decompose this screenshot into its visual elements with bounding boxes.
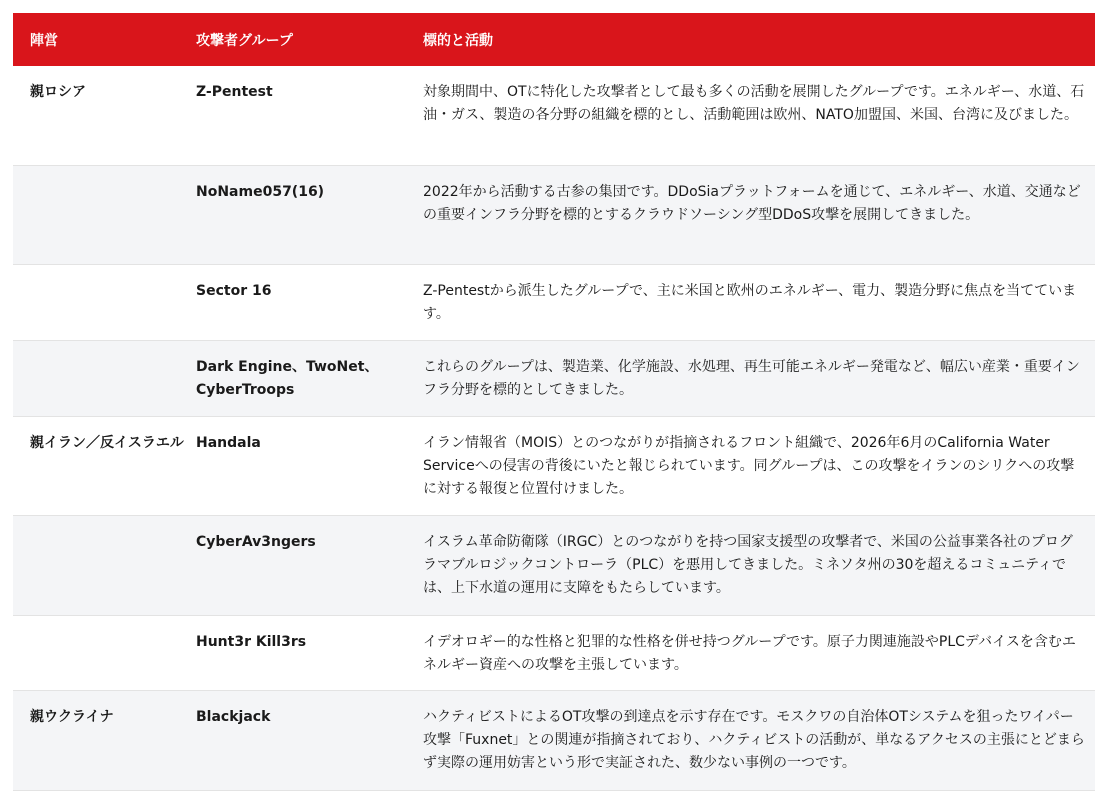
activity-cell: 対象期間中、OTに特化した攻撃者として最も多くの活動を展開したグループです。エネルギー、水道、石油・ガス、製造の各分野の組織を標的とし、活動範囲は欧州、NATO加盟国、米国、台湾に及びました。 bbox=[423, 84, 1085, 123]
camp-cell bbox=[13, 341, 196, 416]
activity-cell: イラン情報省（MOIS）とのつながりが指摘されるフロント組織で、2026年6月のCalifornia Water Serviceへの侵害の背後にいたと報じられています。同グループは、この攻撃をイランのシリクへの攻撃に対する報復と位置付けました。 bbox=[423, 435, 1075, 497]
activity-cell: 2022年から活動する古参の集団です。DDoSiaプラットフォームを通じて、エネルギー、水道、交通などの重要インフラ分野を標的とするクラウドソーシング型DDoS攻撃を展開してきました。 bbox=[423, 184, 1081, 223]
group-cell: Dark Engine、TwoNet、CyberTroops bbox=[196, 359, 379, 398]
header-camp: 陣営 bbox=[30, 32, 58, 49]
table-row bbox=[13, 691, 1095, 791]
camp-cell bbox=[13, 616, 196, 690]
activity-cell: イデオロギー的な性格と犯罪的な性格を併せ持つグループです。原子力関連施設やPLCデバイスを含むエネルギー資産への攻撃を主張しています。 bbox=[423, 634, 1076, 673]
group-cell: CyberAv3ngers bbox=[196, 534, 316, 550]
group-cell: Z-Pentest bbox=[196, 84, 273, 100]
group-cell: Hunt3r Kill3rs bbox=[196, 634, 307, 650]
camp-cell bbox=[13, 265, 196, 340]
threat-actor-table bbox=[13, 13, 1095, 791]
camp-cell: 親ロシア bbox=[30, 84, 86, 100]
camp-cell bbox=[13, 166, 196, 264]
table-row bbox=[13, 166, 1095, 265]
activity-cell: ハクティビストによるOT攻撃の到達点を示す存在です。モスクワの自治体OTシステムを狙ったワイパー攻撃「Fuxnet」との関連が指摘されており、ハクティビストの活動が、単なるアクセスの主張にとどまらず実際の運用妨害という形で実証された、数少ない事例の一つです。 bbox=[423, 709, 1085, 771]
camp-cell: 親イラン／反イスラエル bbox=[30, 435, 184, 451]
table-row bbox=[13, 616, 1095, 691]
table-row bbox=[13, 417, 1095, 516]
header-group: 攻撃者グループ bbox=[196, 32, 293, 49]
group-cell: NoName057(16) bbox=[196, 184, 325, 200]
camp-cell: 親ウクライナ bbox=[30, 709, 114, 725]
activity-cell: イスラム革命防衛隊（IRGC）とのつながりを持つ国家支援型の攻撃者で、米国の公益事業各社のプログラマブルロジックコントローラ（PLC）を悪用してきました。ミネソタ州の30を超えるコミュニティでは、上下水道の運用に支障をもたらしています。 bbox=[423, 534, 1073, 596]
table-row bbox=[13, 341, 1095, 417]
table-row bbox=[13, 265, 1095, 341]
table-row bbox=[13, 66, 1095, 166]
group-cell: Sector 16 bbox=[196, 283, 272, 299]
group-cell: Blackjack bbox=[196, 709, 271, 725]
header-activity: 標的と活動 bbox=[423, 32, 493, 49]
activity-cell: これらのグループは、製造業、化学施設、水処理、再生可能エネルギー発電など、幅広い産業・重要インフラ分野を標的としてきました。 bbox=[423, 359, 1080, 398]
camp-cell bbox=[13, 516, 196, 615]
group-cell: Handala bbox=[196, 435, 261, 451]
table-row bbox=[13, 516, 1095, 616]
table-header bbox=[13, 13, 1095, 66]
activity-cell: Z-Pentestから派生したグループで、主に米国と欧州のエネルギー、電力、製造分野に焦点を当てています。 bbox=[423, 283, 1077, 322]
